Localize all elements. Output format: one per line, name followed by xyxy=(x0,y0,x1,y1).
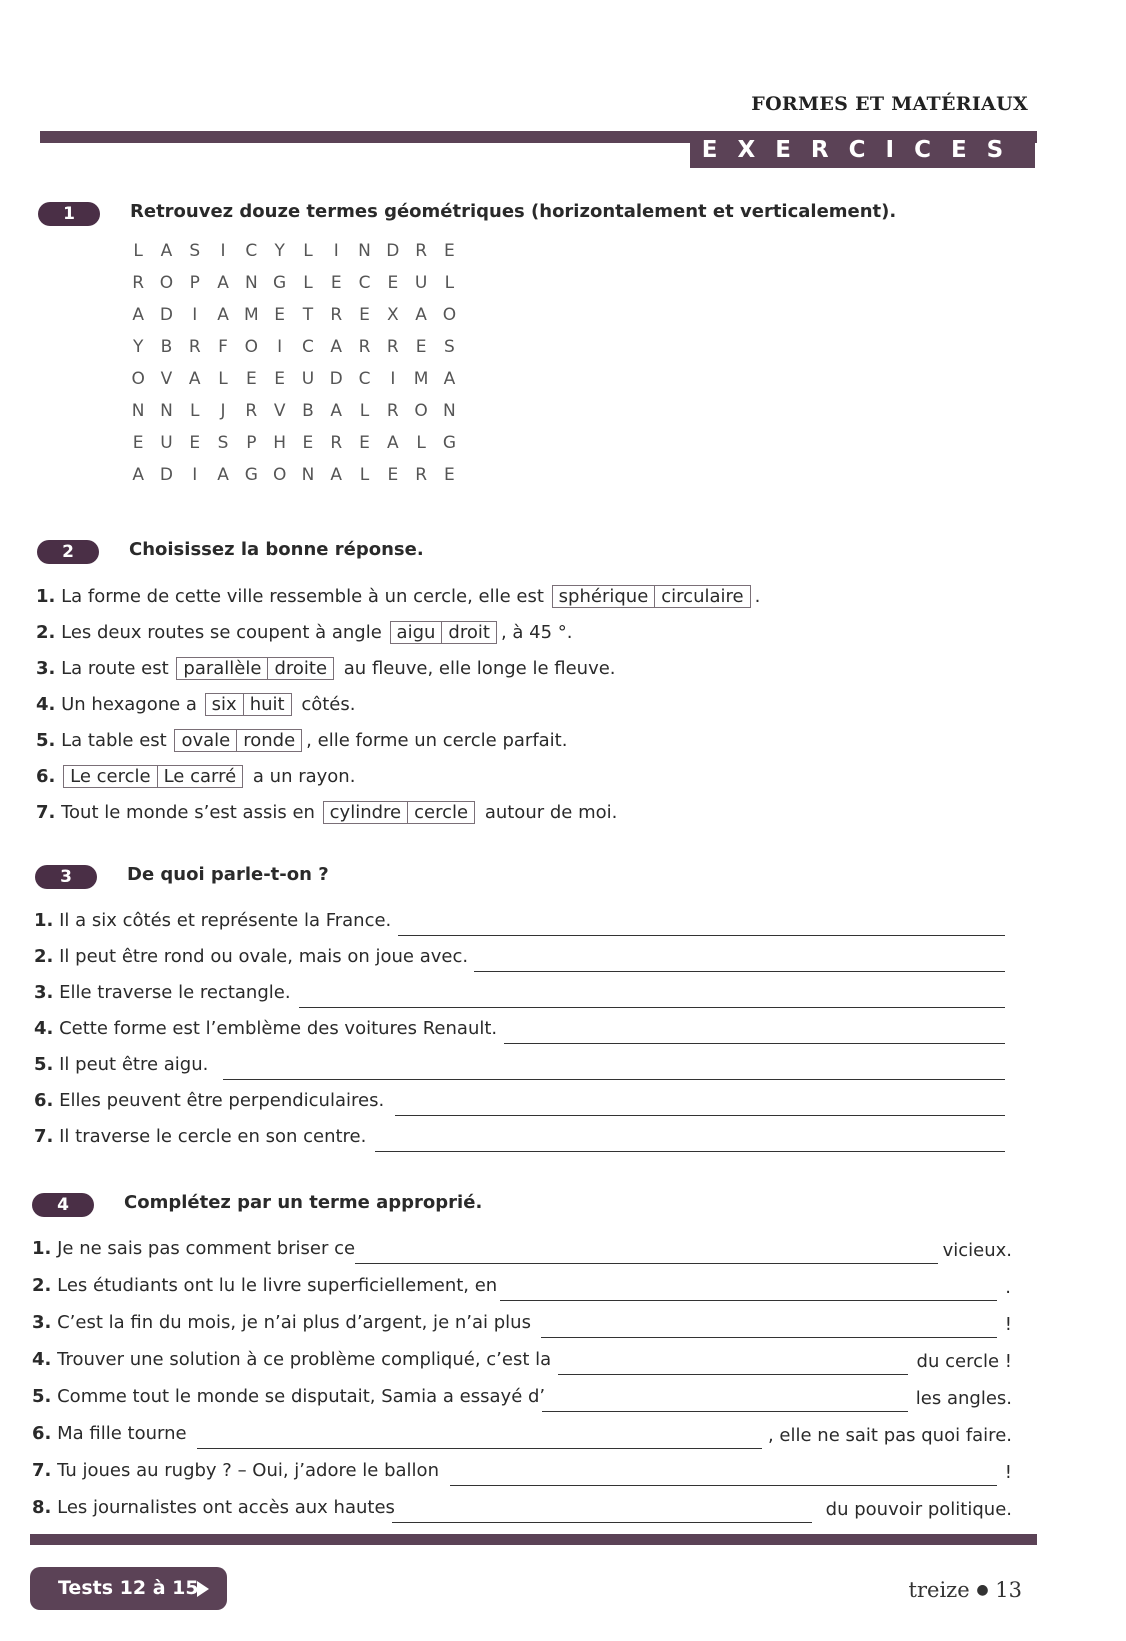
grid-row: R O P A N G L E C E U L xyxy=(132,273,455,293)
answer-choice-box[interactable] xyxy=(323,801,475,824)
answer-line[interactable] xyxy=(375,1150,1005,1152)
sentence-end: ! xyxy=(1004,1314,1012,1335)
play-arrow-icon xyxy=(197,1581,209,1597)
grid-row: E U E S P H E R E A L G xyxy=(132,433,456,453)
choice-item: 2. Les deux routes se coupent à angle aigu droit , à 45 °. xyxy=(36,622,573,643)
answer-choice-box[interactable] xyxy=(390,621,497,644)
answer-line[interactable] xyxy=(355,1262,938,1264)
fill-in-item: 5. Comme tout le monde se disputait, Samia a essayé d’ xyxy=(32,1386,546,1407)
answer-choice-box[interactable] xyxy=(552,585,751,608)
page-number-digits: 13 xyxy=(995,1578,1022,1602)
fill-in-item: 6. Ma fille tourne xyxy=(32,1423,187,1444)
choice-item: 5. La table est ovale ronde , elle forme un cercle parfait. xyxy=(36,730,568,751)
fill-in-item: 8. Les journalistes ont accès aux hautes xyxy=(32,1497,395,1518)
exercises-banner: EXERCICES xyxy=(690,133,1035,168)
page-number xyxy=(909,1578,1022,1602)
option-b[interactable]: huit xyxy=(243,694,291,715)
option-a[interactable]: sphérique xyxy=(558,586,649,607)
exercise-2-badge: 2 xyxy=(37,540,99,564)
answer-line[interactable] xyxy=(500,1299,997,1301)
option-a[interactable]: parallèle xyxy=(183,658,262,679)
answer-line[interactable] xyxy=(299,1006,1005,1008)
option-b[interactable]: droite xyxy=(267,658,333,679)
grid-row: A D I A M E T R E X A O xyxy=(132,305,457,325)
option-a[interactable]: ovale xyxy=(181,730,231,751)
exercise-3-title: De quoi parle-t-on ? xyxy=(127,864,329,885)
answer-line[interactable] xyxy=(450,1484,997,1486)
tests-link-label: Tests 12 à 15 xyxy=(58,1577,199,1599)
choice-item: 7. Tout le monde s’est assis en cylindre cercle autour de moi. xyxy=(36,802,618,823)
option-b[interactable]: cercle xyxy=(407,802,474,823)
fill-in-item: 7. Tu joues au rugby ? – Oui, j’adore le ballon xyxy=(32,1460,439,1481)
sentence-end: vicieux. xyxy=(942,1240,1012,1261)
riddle-item: 7. Il traverse le cercle en son centre. xyxy=(34,1126,367,1147)
sentence-end: du cercle ! xyxy=(916,1351,1012,1372)
footer-divider xyxy=(30,1534,1037,1545)
answer-choice-box[interactable] xyxy=(63,765,243,788)
choice-item: 4. Un hexagone a six huit côtés. xyxy=(36,694,356,715)
fill-in-item: 3. C’est la fin du mois, je n’ai plus d’argent, je n’ai plus xyxy=(32,1312,531,1333)
option-b[interactable]: Le carré xyxy=(157,766,243,787)
sentence-end: ! xyxy=(1004,1462,1012,1483)
option-a[interactable]: six xyxy=(211,694,237,715)
exercise-3-badge: 3 xyxy=(35,865,97,889)
option-b[interactable]: circulaire xyxy=(654,586,749,607)
riddle-item: 5. Il peut être aigu. xyxy=(34,1054,209,1075)
option-a[interactable]: Le cercle xyxy=(70,766,151,787)
riddle-item: 4. Cette forme est l’emblème des voitures Renault. xyxy=(34,1018,498,1039)
grid-row: L A S I C Y L I N D R E xyxy=(133,241,455,261)
grid-row: A D I A G O N A L E R E xyxy=(132,465,455,485)
bullet-separator: ● xyxy=(976,1582,989,1598)
option-b[interactable]: ronde xyxy=(236,730,301,751)
choice-item: 6. Le cercle Le carré a un rayon. xyxy=(36,766,356,787)
option-a[interactable]: cylindre xyxy=(329,802,402,823)
tests-link-button[interactable] xyxy=(30,1567,227,1610)
grid-row: Y B R F O I C A R R E S xyxy=(132,337,455,357)
option-a[interactable]: aigu xyxy=(396,622,436,643)
answer-line[interactable] xyxy=(197,1447,762,1449)
answer-line[interactable] xyxy=(395,1114,1005,1116)
page-number-word: treize xyxy=(908,1578,970,1602)
answer-line[interactable] xyxy=(541,1336,997,1338)
choice-item: 1. La forme de cette ville ressemble à un cercle, elle est sphérique circulaire . xyxy=(36,586,761,607)
answer-line[interactable] xyxy=(398,934,1005,936)
grid-row: N N L J R V B A L R O N xyxy=(131,401,456,421)
riddle-item: 3. Elle traverse le rectangle. xyxy=(34,982,291,1003)
exercise-4-badge: 4 xyxy=(32,1193,94,1217)
riddle-item: 6. Elles peuvent être perpendiculaires. xyxy=(34,1090,385,1111)
grid-row: O V A L E E U D C I M A xyxy=(131,369,456,389)
sentence-end: . xyxy=(1005,1277,1011,1298)
answer-choice-box[interactable] xyxy=(174,729,302,752)
option-b[interactable]: droit xyxy=(441,622,496,643)
fill-in-item: 2. Les étudiants ont lu le livre superficiellement, en xyxy=(32,1275,498,1296)
exercise-2-title: Choisissez la bonne réponse. xyxy=(129,539,424,560)
answer-line[interactable] xyxy=(474,970,1005,972)
exercise-4-title: Complétez par un terme approprié. xyxy=(124,1192,483,1213)
chapter-title: FORMES ET MATÉRIAUX xyxy=(751,93,1028,115)
fill-in-item: 1. Je ne sais pas comment briser ce xyxy=(32,1238,356,1259)
riddle-item: 1. Il a six côtés et représente la France. xyxy=(34,910,392,931)
sentence-end: les angles. xyxy=(915,1388,1012,1409)
exercise-1-title: Retrouvez douze termes géométriques (horizontalement et verticalement). xyxy=(130,201,897,222)
answer-line[interactable] xyxy=(558,1373,908,1375)
sentence-end: du pouvoir politique. xyxy=(825,1499,1012,1520)
answer-choice-box[interactable] xyxy=(176,657,334,680)
choice-item: 3. La route est parallèle droite au fleuve, elle longe le fleuve. xyxy=(36,658,616,679)
answer-line[interactable] xyxy=(223,1078,1005,1080)
answer-choice-box[interactable] xyxy=(205,693,292,716)
fill-in-item: 4. Trouver une solution à ce problème compliqué, c’est la xyxy=(32,1349,552,1370)
answer-line[interactable] xyxy=(504,1042,1005,1044)
exercise-1-badge: 1 xyxy=(38,202,100,226)
riddle-item: 2. Il peut être rond ou ovale, mais on joue avec. xyxy=(34,946,469,967)
answer-line[interactable] xyxy=(392,1521,812,1523)
sentence-end: , elle ne sait pas quoi faire. xyxy=(767,1425,1012,1446)
answer-line[interactable] xyxy=(542,1410,908,1412)
